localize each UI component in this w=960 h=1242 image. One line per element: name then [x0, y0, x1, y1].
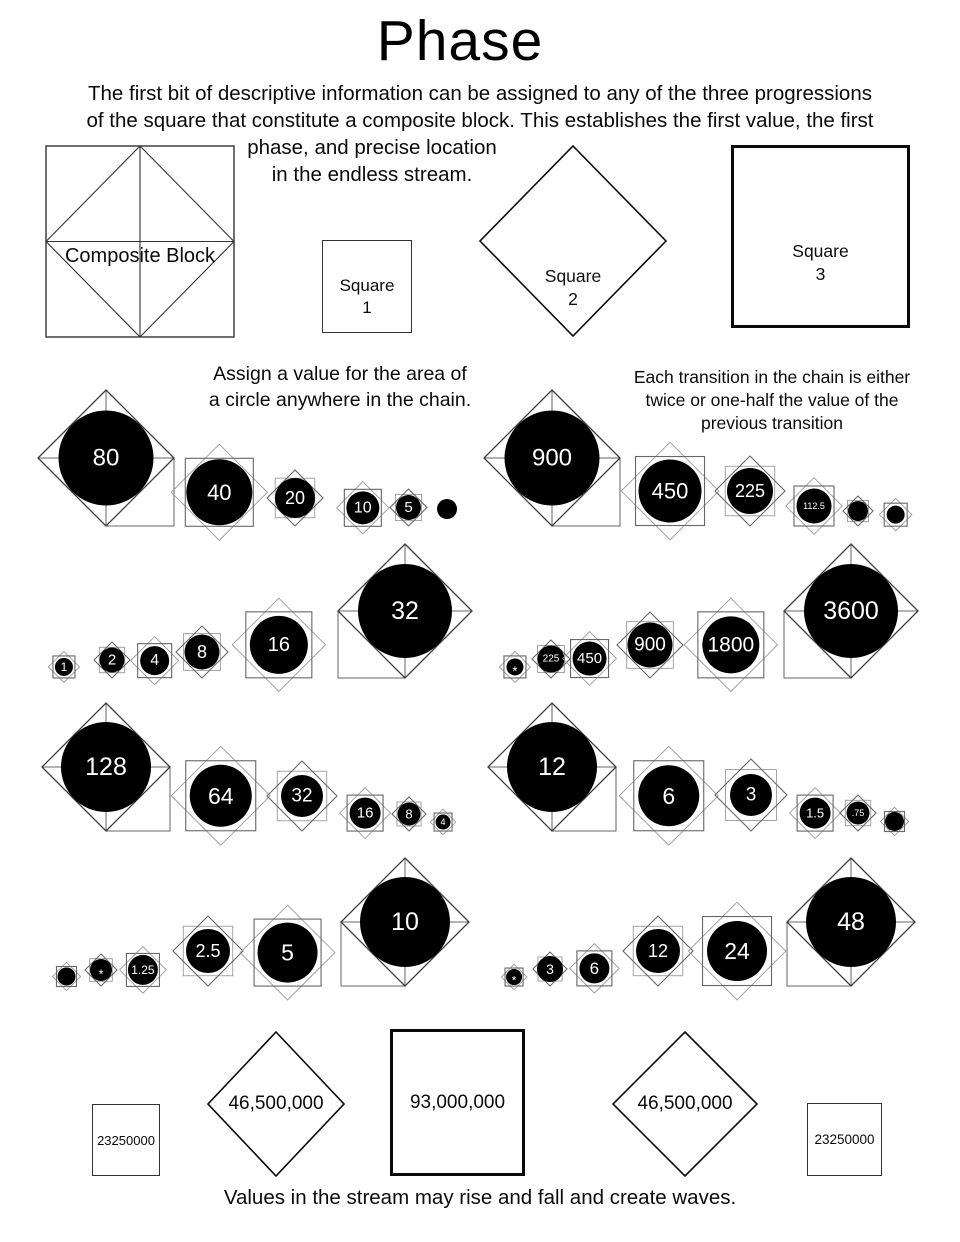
value-label: 10 — [391, 908, 419, 936]
composite-block-label: Composite Block — [64, 245, 216, 267]
chain-row1-right-item-5 — [877, 496, 914, 533]
value-label: 1 — [60, 659, 68, 674]
square-2-number: 2 — [568, 289, 578, 309]
chain-row2-right-item-5-3600 — [782, 542, 920, 680]
value-label: 225 — [542, 653, 560, 665]
wave-square-left-value: 23250000 — [97, 1132, 155, 1148]
value-label: 450 — [577, 650, 603, 668]
chain-row2-right-item-4-1800 — [681, 595, 781, 695]
value-label: 1.25 — [131, 962, 155, 977]
chain-row3-left-item-2-32 — [264, 758, 340, 834]
wave-square-center — [390, 1029, 525, 1176]
square-3-label: Square — [792, 241, 849, 261]
chain-row4-left-item-1-* — [82, 951, 120, 989]
chain-row4-left-item-5-10 — [339, 856, 471, 988]
value-label: 2 — [107, 651, 117, 669]
value-label: 12 — [647, 941, 669, 961]
chain-row1-right-item-1-450 — [618, 439, 722, 543]
value-label: 32 — [291, 785, 313, 807]
value-label: 20 — [284, 488, 306, 508]
chain-row1-left-item-3-10 — [334, 479, 392, 537]
value-label: 6 — [589, 959, 599, 978]
chain-row4-right-item-1-3 — [530, 949, 570, 989]
chain-row2-left-item-4-16 — [229, 595, 329, 695]
value-circle — [887, 505, 905, 523]
chain-row2-right-item-0-* — [497, 649, 533, 685]
value-label: 48 — [837, 908, 865, 936]
instruction-right-line-2: twice or one-half the value of the — [645, 390, 899, 410]
value-circle — [57, 967, 75, 985]
chain-row2-left-item-1-2 — [91, 639, 133, 681]
chain-row4-right-item-2-6 — [567, 941, 622, 996]
chain-row3-right-item-0-12 — [486, 701, 618, 833]
chain-row3-right-item-4-.75 — [837, 792, 879, 834]
square-3-number: 3 — [815, 264, 826, 284]
chain-row3-right-item-5 — [878, 805, 911, 838]
chain-row4-left-item-2-1.25 — [117, 944, 169, 996]
value-circle — [885, 812, 904, 831]
value-label: 4 — [440, 816, 446, 827]
value-label: 16 — [267, 633, 291, 656]
value-circle — [848, 501, 868, 521]
value-label: 2.5 — [195, 941, 221, 961]
value-label: 112.5 — [803, 501, 825, 511]
value-label: 32 — [391, 597, 419, 625]
chain-row4-right-item-4-24 — [685, 899, 789, 1003]
chain-row3-right-item-3-1.5 — [787, 785, 843, 841]
chain-row1-left-item-2-20 — [264, 467, 326, 529]
wave-diamond-left-label — [207, 1031, 345, 1177]
chain-row1-right-item-0-900 — [482, 388, 622, 528]
wave-square-right-value: 23250000 — [814, 1132, 875, 1147]
value-label: 225 — [734, 481, 766, 501]
square-1-label: Square — [339, 276, 395, 295]
value-label: 450 — [651, 478, 689, 504]
chain-row4-left-item-3-2.5 — [170, 913, 246, 989]
square-1-number: 1 — [362, 298, 372, 317]
value-label: 10 — [354, 498, 372, 516]
chain-row3-left-item-4-8 — [389, 794, 429, 834]
intro-line-3: phase, and precise location — [247, 136, 497, 159]
instruction-left-line-2: a circle anywhere in the chain. — [208, 388, 472, 411]
value-label: 64 — [208, 783, 234, 809]
chain-row3-left-item-3-16 — [337, 785, 393, 841]
wave-diamond-left-value: 46,500,000 — [228, 1093, 324, 1114]
value-label: * — [512, 663, 518, 679]
chain-row4-left-item-4-5 — [237, 902, 338, 1003]
chain-row3-left-item-1-64 — [168, 743, 274, 849]
value-label: 6 — [662, 783, 676, 809]
wave-square-center-value: 93,000,000 — [409, 1091, 506, 1113]
chain-row4-right-item-0-* — [499, 962, 529, 992]
value-label: 4 — [150, 652, 160, 670]
value-label: 24 — [724, 938, 750, 965]
wave-square-right — [807, 1103, 882, 1176]
intro-line-1: The first bit of descriptive information can be assigned to any of the three progressions — [88, 82, 872, 105]
value-label: 3 — [745, 784, 757, 806]
chain-row1-right-item-2-225 — [712, 453, 788, 529]
chain-row1-right-item-4 — [840, 493, 876, 529]
chain-row2-left-item-0-1 — [46, 649, 82, 685]
value-label: 5 — [281, 939, 295, 966]
value-label: 1.5 — [805, 805, 825, 821]
value-label: * — [98, 966, 104, 982]
square-2-label: Square — [544, 266, 602, 286]
wave-square-left — [92, 1104, 160, 1176]
instruction-left-line-1: Assign a value for the area of — [213, 363, 467, 385]
page-title: Phase — [376, 9, 544, 73]
chain-row2-left-item-5-32 — [336, 542, 474, 680]
value-label: 8 — [405, 806, 413, 822]
value-circle — [437, 499, 457, 519]
wave-diamond-right-label — [612, 1031, 758, 1177]
wave-caption: Values in the stream may rise and fall and create waves. — [223, 1186, 737, 1209]
chain-row3-right-item-2-3 — [712, 756, 790, 834]
chain-row2-left-item-3-8 — [173, 623, 231, 681]
wave-diamond-right-value: 46,500,000 — [637, 1093, 733, 1114]
value-label: 80 — [92, 444, 120, 472]
chain-row3-right-item-1-6 — [616, 743, 722, 849]
value-label: 128 — [85, 753, 127, 781]
value-label: 8 — [196, 642, 208, 662]
value-label: .75 — [851, 808, 865, 818]
instruction-right-line-1: Each transition in the chain is either — [633, 367, 911, 387]
chain-row1-left-item-5 — [435, 497, 459, 521]
instruction-right-line-3: previous transition — [700, 413, 844, 433]
chain-row2-right-item-2-450 — [560, 629, 619, 688]
chain-row3-left-item-0-128 — [40, 701, 172, 833]
chain-row1-left-item-4-5 — [387, 486, 430, 529]
chain-row3-left-item-5-4 — [428, 807, 458, 837]
intro-line-4: in the endless stream. — [271, 163, 473, 186]
value-label: 900 — [531, 444, 573, 472]
value-label: * — [511, 973, 517, 988]
value-label: 40 — [206, 479, 232, 505]
intro-line-2: of the square that constitute a composite block. This establishes the first value, the first — [86, 109, 874, 132]
chain-row2-right-item-3-900 — [614, 609, 686, 681]
chain-row1-right-item-3-112.5 — [783, 475, 845, 537]
chain-row1-left-item-0-80 — [36, 388, 176, 528]
value-label: 5 — [403, 499, 413, 516]
value-label: 3 — [546, 961, 554, 977]
chain-row4-left-item-0 — [50, 960, 83, 993]
value-label: 16 — [356, 804, 374, 822]
chain-row4-right-item-5-48 — [785, 856, 917, 988]
value-label: 3600 — [823, 597, 879, 625]
value-label: 12 — [538, 753, 566, 781]
value-label: 1800 — [707, 633, 755, 657]
chain-row1-left-item-1-40 — [168, 441, 271, 544]
value-label: 900 — [634, 634, 666, 656]
